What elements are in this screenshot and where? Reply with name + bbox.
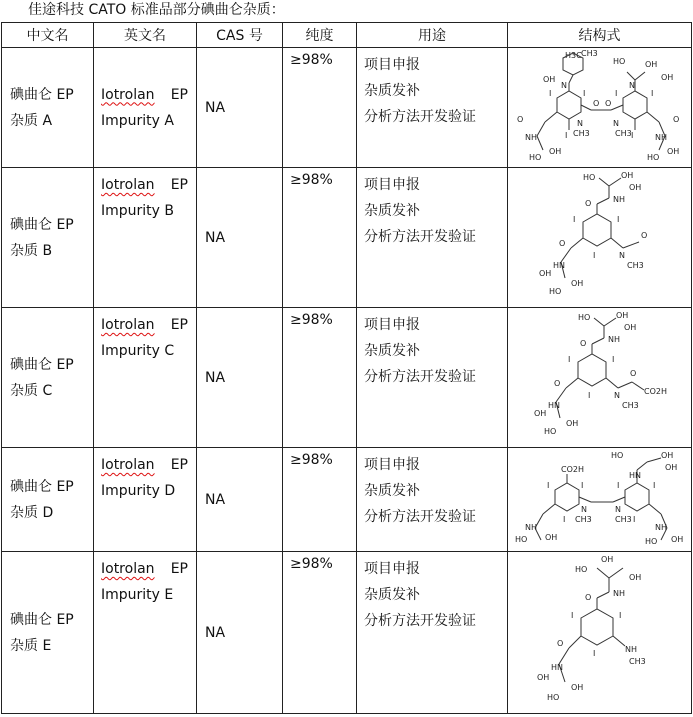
svg-text:I: I xyxy=(632,515,635,524)
usage-item: 项目申报 xyxy=(364,457,420,473)
svg-text:N: N xyxy=(628,81,635,90)
svg-text:I: I xyxy=(587,391,590,400)
svg-text:O: O xyxy=(553,379,560,388)
svg-text:HO: HO xyxy=(546,693,559,702)
svg-text:I: I xyxy=(614,89,617,98)
svg-text:NH: NH xyxy=(654,133,667,142)
svg-text:I: I xyxy=(562,515,565,524)
english-name-ep: EP xyxy=(170,177,188,193)
purity-value: ≥98% xyxy=(290,52,333,68)
svg-text:HN: HN xyxy=(628,471,641,480)
english-name-word: Iotrolan xyxy=(101,561,155,577)
cas-value: NA xyxy=(205,99,226,116)
structure-image-e xyxy=(525,554,675,708)
english-name-word: Iotrolan xyxy=(101,86,155,103)
structure-image-d xyxy=(515,450,685,546)
chinese-name-line: 碘曲仑 EP xyxy=(10,356,74,373)
svg-text:OH: OH xyxy=(600,555,613,564)
english-name-ep: EP xyxy=(170,86,188,103)
page-title: 佳途科技 CATO 标准品部分碘曲仑杂质： xyxy=(28,2,285,18)
cas-value: NA xyxy=(205,229,226,246)
svg-text:NH: NH xyxy=(624,645,637,654)
svg-text:O: O xyxy=(640,231,647,240)
svg-text:OH: OH xyxy=(542,75,555,84)
svg-text:OH: OH xyxy=(615,311,628,320)
svg-text:OH: OH xyxy=(620,171,633,180)
svg-text:HO: HO xyxy=(644,537,657,546)
chinese-name-cell xyxy=(2,48,94,168)
svg-text:CH3: CH3 xyxy=(621,401,639,410)
purity-value: ≥98% xyxy=(290,312,333,328)
svg-text:CH3: CH3 xyxy=(614,129,632,138)
svg-text:I: I xyxy=(611,355,614,364)
table-row xyxy=(2,48,692,168)
usage-item: 杂质发补 xyxy=(364,83,420,99)
english-name-ep: EP xyxy=(170,457,188,473)
chinese-name-line: 碘曲仑 EP xyxy=(10,86,74,103)
svg-text:N: N xyxy=(613,391,620,400)
svg-text:HO: HO xyxy=(514,535,527,544)
svg-text:OH: OH xyxy=(533,409,546,418)
svg-text:I: I xyxy=(630,131,633,140)
svg-text:HO: HO xyxy=(612,57,625,66)
table-row xyxy=(2,552,692,714)
svg-text:HO: HO xyxy=(582,173,595,182)
svg-text:O: O xyxy=(604,99,611,108)
english-name-line: Impurity A xyxy=(101,112,174,129)
english-name-word: Iotrolan xyxy=(101,317,155,333)
cas-cell xyxy=(197,48,283,168)
english-name-cell xyxy=(94,308,197,448)
chinese-name-line: 杂质 C xyxy=(10,382,53,399)
chinese-name-line: 杂质 A xyxy=(10,112,53,129)
svg-text:OH: OH xyxy=(538,269,551,278)
svg-text:I: I xyxy=(592,649,595,658)
svg-text:N: N xyxy=(580,505,587,514)
svg-text:I: I xyxy=(564,131,567,140)
svg-text:HO: HO xyxy=(577,313,590,322)
structure-cell xyxy=(508,48,692,168)
svg-text:OH: OH xyxy=(664,463,677,472)
svg-text:CO2H: CO2H xyxy=(643,387,667,396)
usage-cell xyxy=(357,552,508,714)
svg-text:NH: NH xyxy=(607,335,620,344)
english-name-word: Iotrolan xyxy=(101,177,155,193)
svg-text:CH3: CH3 xyxy=(626,261,644,270)
svg-text:OH: OH xyxy=(644,60,657,69)
svg-text:N: N xyxy=(618,251,625,260)
svg-text:OH: OH xyxy=(660,451,673,460)
chinese-name-line: 碘曲仑 EP xyxy=(10,611,74,628)
header-cas-number: CAS 号 xyxy=(197,23,283,48)
purity-value: ≥98% xyxy=(290,556,333,572)
english-name-cell xyxy=(94,168,197,308)
english-name-line: Impurity D xyxy=(101,483,176,499)
structure-cell xyxy=(508,552,692,714)
svg-text:CH3: CH3 xyxy=(574,515,592,524)
table-header-row xyxy=(2,23,692,48)
purity-cell xyxy=(283,48,357,168)
svg-text:OH: OH xyxy=(548,147,561,156)
structure-image-c xyxy=(520,310,680,442)
svg-text:O: O xyxy=(579,339,586,348)
svg-text:NH: NH xyxy=(524,523,537,532)
svg-text:CH3: CH3 xyxy=(572,129,590,138)
svg-text:N: N xyxy=(576,119,583,128)
usage-item: 项目申报 xyxy=(364,317,420,333)
svg-text:N: N xyxy=(612,119,619,128)
purity-cell xyxy=(283,552,357,714)
svg-text:HN: HN xyxy=(547,401,560,410)
structure-cell xyxy=(508,308,692,448)
chinese-name-cell xyxy=(2,168,94,308)
svg-text:I: I xyxy=(580,481,583,490)
english-name-cell xyxy=(94,552,197,714)
chinese-name-line: 杂质 D xyxy=(10,504,54,521)
english-name-ep: EP xyxy=(170,561,188,577)
svg-text:OH: OH xyxy=(670,535,683,544)
svg-text:I: I xyxy=(650,89,653,98)
chinese-name-cell xyxy=(2,308,94,448)
header-usage: 用途 xyxy=(357,23,508,48)
svg-text:OH: OH xyxy=(544,533,557,542)
structure-cell xyxy=(508,168,692,308)
svg-text:O: O xyxy=(556,639,563,648)
cas-cell xyxy=(197,448,283,552)
svg-text:HO: HO xyxy=(528,153,541,162)
svg-text:I: I xyxy=(570,611,573,620)
header-english-name: 英文名 xyxy=(94,23,197,48)
english-name-ep: EP xyxy=(170,317,188,333)
svg-text:HN: HN xyxy=(552,261,565,270)
structure-image-a xyxy=(515,50,685,164)
svg-text:OH: OH xyxy=(565,419,578,428)
svg-text:I: I xyxy=(548,89,551,98)
svg-text:I: I xyxy=(652,481,655,490)
chinese-name-line: 碘曲仑 EP xyxy=(10,216,74,233)
svg-text:HO: HO xyxy=(548,287,561,296)
svg-text:CH3: CH3 xyxy=(580,50,598,58)
purity-value: ≥98% xyxy=(290,172,333,188)
usage-item: 杂质发补 xyxy=(364,483,420,499)
svg-text:I: I xyxy=(616,481,619,490)
usage-item: 分析方法开发验证 xyxy=(364,109,476,125)
usage-item: 分析方法开发验证 xyxy=(364,229,476,245)
svg-text:O: O xyxy=(558,239,565,248)
svg-text:OH: OH xyxy=(623,323,636,332)
svg-text:CO2H: CO2H xyxy=(560,465,584,474)
usage-cell xyxy=(357,448,508,552)
svg-text:I: I xyxy=(582,89,585,98)
svg-text:HO: HO xyxy=(610,451,623,460)
chinese-name-line: 碘曲仑 EP xyxy=(10,478,74,495)
svg-text:NH: NH xyxy=(654,523,667,532)
purity-cell xyxy=(283,448,357,552)
table-row xyxy=(2,168,692,308)
usage-item: 杂质发补 xyxy=(364,587,420,603)
purity-cell xyxy=(283,168,357,308)
usage-item: 项目申报 xyxy=(364,57,420,73)
table-row xyxy=(2,308,692,448)
cas-cell xyxy=(197,168,283,308)
impurity-table xyxy=(1,22,692,714)
svg-text:CH3: CH3 xyxy=(614,515,632,524)
usage-item: 杂质发补 xyxy=(364,203,420,219)
svg-text:O: O xyxy=(592,99,599,108)
svg-text:O: O xyxy=(672,115,679,124)
table-row xyxy=(2,448,692,552)
svg-text:NH: NH xyxy=(612,589,625,598)
usage-cell xyxy=(357,308,508,448)
svg-text:O: O xyxy=(584,199,591,208)
chinese-name-line: 杂质 B xyxy=(10,242,53,259)
english-name-word: Iotrolan xyxy=(101,457,155,473)
cas-cell xyxy=(197,552,283,714)
svg-text:NH: NH xyxy=(612,195,625,204)
svg-text:OH: OH xyxy=(628,183,641,192)
structure-image-b xyxy=(525,170,675,302)
chinese-name-cell xyxy=(2,448,94,552)
svg-text:N: N xyxy=(614,505,621,514)
usage-item: 分析方法开发验证 xyxy=(364,509,476,525)
english-name-line: Impurity B xyxy=(101,203,175,219)
purity-value: ≥98% xyxy=(290,452,333,468)
svg-text:I: I xyxy=(592,251,595,260)
svg-text:OH: OH xyxy=(628,573,641,582)
english-name-cell xyxy=(94,48,197,168)
structure-cell xyxy=(508,448,692,552)
svg-text:I: I xyxy=(546,481,549,490)
svg-text:OH: OH xyxy=(570,683,583,692)
svg-text:HO: HO xyxy=(646,153,659,162)
header-structure: 结构式 xyxy=(508,23,692,48)
header-purity: 纯度 xyxy=(283,23,357,48)
svg-text:OH: OH xyxy=(570,279,583,288)
chinese-name-cell xyxy=(2,552,94,714)
chinese-name-line: 杂质 E xyxy=(10,637,52,654)
usage-cell xyxy=(357,168,508,308)
svg-text:OH: OH xyxy=(660,73,673,82)
svg-text:OH: OH xyxy=(666,147,679,156)
svg-text:HO: HO xyxy=(543,427,556,436)
svg-text:HO: HO xyxy=(574,565,587,574)
svg-text:I: I xyxy=(572,215,575,224)
cas-value: NA xyxy=(205,624,226,641)
purity-cell xyxy=(283,308,357,448)
english-name-line: Impurity E xyxy=(101,587,174,603)
svg-text:O: O xyxy=(629,369,636,378)
svg-text:O: O xyxy=(584,593,591,602)
cas-cell xyxy=(197,308,283,448)
english-name-line: Impurity C xyxy=(101,343,175,359)
svg-text:OH: OH xyxy=(536,673,549,682)
usage-item: 项目申报 xyxy=(364,177,420,193)
svg-text:H3C: H3C xyxy=(564,51,582,60)
english-name-cell xyxy=(94,448,197,552)
cas-value: NA xyxy=(205,491,226,508)
header-chinese-name: 中文名 xyxy=(2,23,94,48)
svg-text:O: O xyxy=(516,115,523,124)
svg-text:I: I xyxy=(567,355,570,364)
usage-item: 分析方法开发验证 xyxy=(364,613,476,629)
svg-text:CH3: CH3 xyxy=(628,657,646,666)
svg-text:NH: NH xyxy=(524,133,537,142)
svg-text:N: N xyxy=(560,81,567,90)
usage-item: 项目申报 xyxy=(364,561,420,577)
svg-text:I: I xyxy=(616,215,619,224)
usage-cell xyxy=(357,48,508,168)
usage-item: 杂质发补 xyxy=(364,343,420,359)
svg-text:I: I xyxy=(618,611,621,620)
usage-item: 分析方法开发验证 xyxy=(364,369,476,385)
cas-value: NA xyxy=(205,369,226,386)
svg-text:HN: HN xyxy=(550,663,563,672)
